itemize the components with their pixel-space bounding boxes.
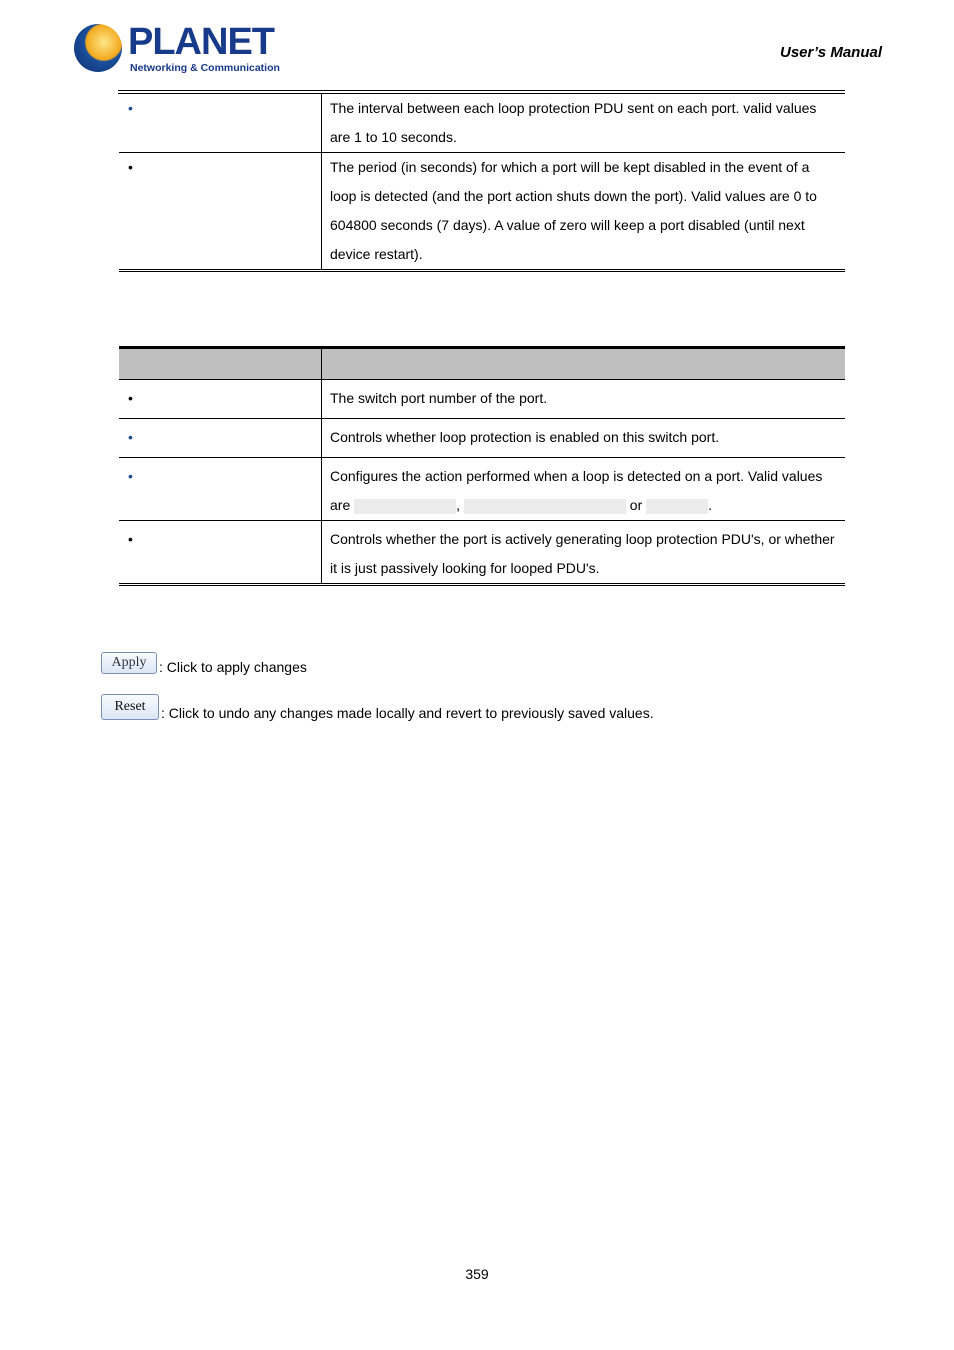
bullet-icon: • bbox=[128, 100, 133, 116]
redacted-value bbox=[646, 499, 708, 514]
parameter-label-cell bbox=[119, 521, 322, 585]
reset-description: : Click to undo any changes made locally and revert to previously saved values. bbox=[161, 704, 654, 721]
parameter-description: The switch port number of the port. bbox=[322, 380, 846, 419]
bullet-icon: • bbox=[128, 390, 133, 406]
brand-tagline: Networking & Communication bbox=[130, 62, 280, 74]
bullet-icon: • bbox=[128, 468, 133, 484]
page-number: 359 bbox=[465, 1266, 489, 1282]
table-row bbox=[119, 458, 845, 521]
bullet-icon: • bbox=[128, 531, 133, 547]
redacted-value bbox=[354, 499, 456, 514]
parameter-description: The interval between each loop protection PDU sent on each port. valid values are 1 to 10 seconds. bbox=[330, 100, 817, 145]
action-description-text: Configures the action performed when a loop is detected on a port. Valid values are bbox=[330, 468, 823, 513]
parameter-description: The period (in seconds) for which a port will be kept disabled in the event of a loop is detected (and the port action shuts down the port). Valid values are 0 to 604800 seconds (7 days). A value of zero will keep a port disabled (until next device restart). bbox=[322, 153, 846, 271]
table-row bbox=[119, 521, 845, 585]
parameter-table-2 bbox=[119, 346, 845, 586]
bullet-icon: • bbox=[128, 159, 133, 175]
planet-logo bbox=[74, 21, 280, 78]
apply-button-line bbox=[101, 652, 307, 674]
separator: , bbox=[456, 497, 461, 513]
header-cell-description bbox=[322, 348, 846, 380]
separator: . bbox=[708, 497, 713, 513]
table-row bbox=[119, 94, 845, 153]
parameter-description bbox=[322, 458, 846, 521]
bullet-icon: • bbox=[128, 429, 133, 445]
parameter-label-cell bbox=[119, 94, 322, 153]
reset-button-line bbox=[101, 694, 654, 720]
parameter-label-cell bbox=[119, 153, 322, 271]
table-row bbox=[119, 153, 845, 271]
reset-button[interactable]: Reset bbox=[101, 694, 159, 720]
parameter-label-cell bbox=[119, 419, 322, 458]
parameter-label-cell bbox=[119, 458, 322, 521]
apply-description: : Click to apply changes bbox=[159, 658, 307, 675]
apply-button[interactable]: Apply bbox=[101, 652, 157, 674]
parameter-label-cell bbox=[119, 380, 322, 419]
globe-icon bbox=[74, 24, 122, 72]
parameter-table-1 bbox=[119, 94, 845, 272]
parameter-description: Controls whether the port is actively generating loop protection PDU's, or whether it is just passively looking for looped PDU's. bbox=[322, 521, 846, 585]
header-divider bbox=[118, 90, 845, 91]
parameter-description: Controls whether loop protection is enabled on this switch port. bbox=[322, 419, 846, 458]
table-row bbox=[119, 380, 845, 419]
table-row bbox=[119, 419, 845, 458]
brand-name: PLANET bbox=[128, 21, 274, 63]
redacted-value bbox=[464, 499, 626, 514]
header-cell-object bbox=[119, 348, 322, 380]
manual-title: User’s Manual bbox=[780, 44, 882, 61]
table-header-row bbox=[119, 348, 845, 380]
separator: or bbox=[629, 497, 643, 513]
